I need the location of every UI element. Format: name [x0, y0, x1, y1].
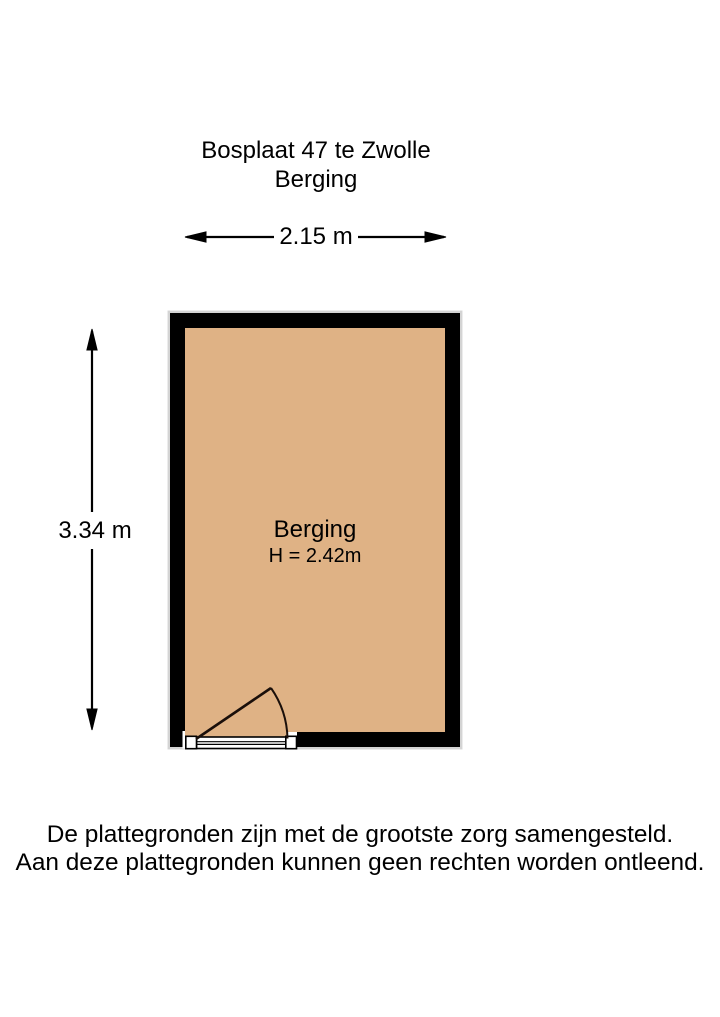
- room-name-label: Berging: [273, 516, 357, 543]
- height-dimension-label: 3.34 m: [58, 517, 132, 544]
- footer-disclaimer: [0, 821, 720, 876]
- arrowhead-right-icon: [425, 232, 446, 242]
- arrowhead-down-icon: [87, 709, 97, 730]
- arrowhead-up-icon: [87, 329, 97, 350]
- page-title: Bosplaat 47 te Zwolle: [201, 137, 431, 164]
- arrowhead-left-icon: [185, 232, 206, 242]
- footer-disclaimer-line1: De plattegronden zijn met de grootste zorg samengesteld.: [46, 821, 674, 848]
- width-dimension-label: 2.15 m: [279, 223, 353, 250]
- door-jamb-left: [186, 736, 197, 748]
- door-threshold: [197, 737, 286, 749]
- footer-disclaimer-line2: Aan deze plattegronden kunnen geen rechten worden ontleend.: [15, 848, 705, 876]
- room-ceiling-height-label: H = 2.42m: [268, 545, 362, 567]
- door-threshold-frame: [197, 737, 286, 749]
- page-subtitle: Berging: [274, 166, 358, 193]
